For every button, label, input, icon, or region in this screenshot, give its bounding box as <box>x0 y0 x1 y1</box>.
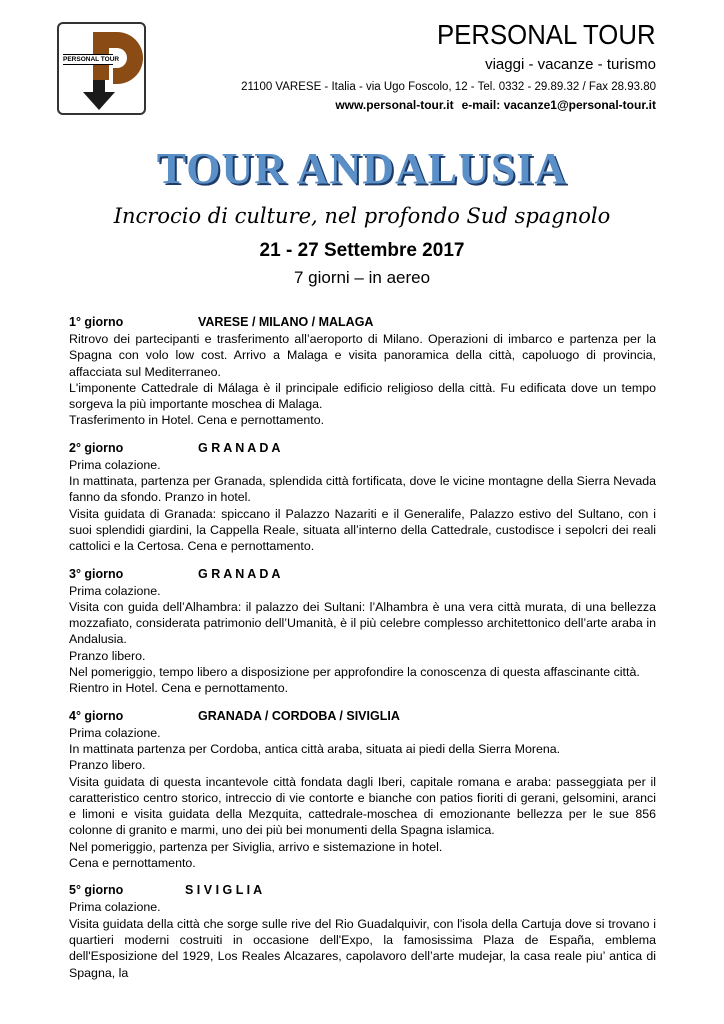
day-section <box>69 565 656 697</box>
day-heading <box>69 881 656 899</box>
day-heading <box>69 707 656 725</box>
day-description <box>69 899 656 980</box>
day-paragraph: Ritrovo dei partecipanti e trasferimento all’aeroporto di Milano. Operazioni di imbarco e partenza per la Spagna con volo low cost. Arrivo a Malaga e visita panoramica della città, capoluogo di provincia, affacciata sul Mediterraneo. <box>69 332 656 379</box>
tour-duration: 7 giorni – in aereo <box>293 268 431 287</box>
day-paragraph: Trasferimento in Hotel. Cena e pernottamento. <box>69 413 325 428</box>
day-heading <box>69 313 656 331</box>
email-link[interactable]: e-mail: vacanze1@personal-tour.it <box>461 98 656 112</box>
company-tagline: viaggi - vacanze - turismo <box>485 56 656 73</box>
day-paragraph: Prima colazione. <box>69 457 161 472</box>
company-logo <box>57 22 146 115</box>
day-paragraph: Visita con guida dell’Alhambra: il palazzo dei Sultani: l’Alhambra è una vera città murata, di una bellezza mozzafiato, considerata patrimonio dell’Umanità, è il più celebre complesso architettonico dell’arte araba in Andalusia. <box>69 599 656 647</box>
day-paragraph: Visita guidata di Granada: spiccano il Palazzo Nazariti e il Generalife, Palazzo estivo del Sultano, con i suoi splendidi giardini, la Cappella Reale, situata all’interno della Cattedrale, custodisce i sepolcri dei reali cattolici e la Certosa. Cena e pernottamento. <box>69 506 656 554</box>
day-number: 4° giorno <box>69 708 124 723</box>
website-link[interactable]: www.personal-tour.it <box>335 98 454 112</box>
tour-dates: 21 - 27 Settembre 2017 <box>259 240 465 261</box>
day-number: 3° giorno <box>69 566 124 581</box>
contact-line <box>327 98 656 112</box>
day-section <box>69 707 656 872</box>
day-heading <box>69 439 656 457</box>
tour-subtitle: Incrocio di culture, nel profondo Sud spagnolo <box>113 204 611 228</box>
day-paragraph: Pranzo libero. <box>69 758 146 773</box>
day-destination: G R A N A D A <box>198 566 281 581</box>
day-description <box>69 725 656 872</box>
company-name: PERSONAL TOUR <box>437 19 656 50</box>
day-paragraph: Prima colazione. <box>69 725 161 740</box>
brand-block <box>418 18 656 73</box>
day-paragraph: Nel pomeriggio, tempo libero a disposizione per approfondire la conoscenza di questa affascinante città. <box>69 665 640 680</box>
day-paragraph: Cena e pernottamento. <box>69 856 196 871</box>
day-section <box>69 439 656 555</box>
logo-text: PERSONAL TOUR <box>63 56 120 63</box>
day-paragraph: In mattinata partenza per Cordoba, antica città araba, situata ai piedi della Sierra Morena. <box>69 741 561 756</box>
day-heading <box>69 565 656 583</box>
day-description <box>69 457 656 555</box>
day-destination: S I V I G L I A <box>185 883 263 898</box>
itinerary <box>69 313 656 991</box>
day-destination: G R A N A D A <box>198 440 281 455</box>
day-description <box>69 331 656 429</box>
day-paragraph: Prima colazione. <box>69 900 161 915</box>
day-paragraph: In mattinata, partenza per Granada, splendida città fortificata, dove le vicine montagne della Sierra Nevada fanno da sfondo. Pranzo in hotel. <box>69 474 656 505</box>
company-address: 21100 VARESE - Italia - via Ugo Foscolo, 12 - Tel. 0332 - 29.89.32 / Fax 28.93.80 <box>241 81 656 93</box>
day-destination: VARESE / MILANO / MALAGA <box>198 315 374 329</box>
day-paragraph: Rientro in Hotel. Cena e pernottamento. <box>69 681 289 696</box>
day-paragraph: Prima colazione. <box>69 583 161 598</box>
day-paragraph: Visita guidata della città che sorge sulle rive del Rio Guadalquivir, con l'isola della Cartuja dove si trovano i quartieri moderni costruiti in occasione dell'Expo, la famosissima Plaza de España, emblema dell'Esposizione del 1929, Los Reales Alcazares, capolavoro dell’arte mudejar, la casa reale piu’ antica di Spagna, la <box>69 916 656 980</box>
tour-title: TOUR ANDALUSIA <box>156 144 568 193</box>
day-paragraph: Nel pomeriggio, partenza per Siviglia, arrivo e sistemazione in hotel. <box>69 839 443 854</box>
day-section <box>69 313 656 429</box>
day-paragraph: Pranzo libero. <box>69 648 146 663</box>
day-destination: GRANADA / CORDOBA / SIVIGLIA <box>198 708 400 723</box>
day-description <box>69 583 656 697</box>
logo-graphic <box>59 24 148 117</box>
day-number: 5° giorno <box>69 883 124 898</box>
day-number: 1° giorno <box>69 315 124 329</box>
day-number: 2° giorno <box>69 440 124 455</box>
day-paragraph: L'imponente Cattedrale di Málaga è il principale edificio religioso della città. Fu edificata dove un tempo sorgeva la più importante moschea di Malaga. <box>69 380 656 412</box>
day-section <box>69 881 656 980</box>
day-paragraph: Visita guidata di questa incantevole città fondata dagli Iberi, capitale romana e araba: passeggiata per il caratteristico centro storico, intreccio di vie contorte e bianche con patios fioriti di gerani, gelsomini, aranci e limoni e visita guidata della Mezquita, cattedrale-moschea di emozionante bellezza per le sue 856 colonne di granito e marmi, uno dei più bei monumenti della Spagna islamica. <box>69 774 656 838</box>
